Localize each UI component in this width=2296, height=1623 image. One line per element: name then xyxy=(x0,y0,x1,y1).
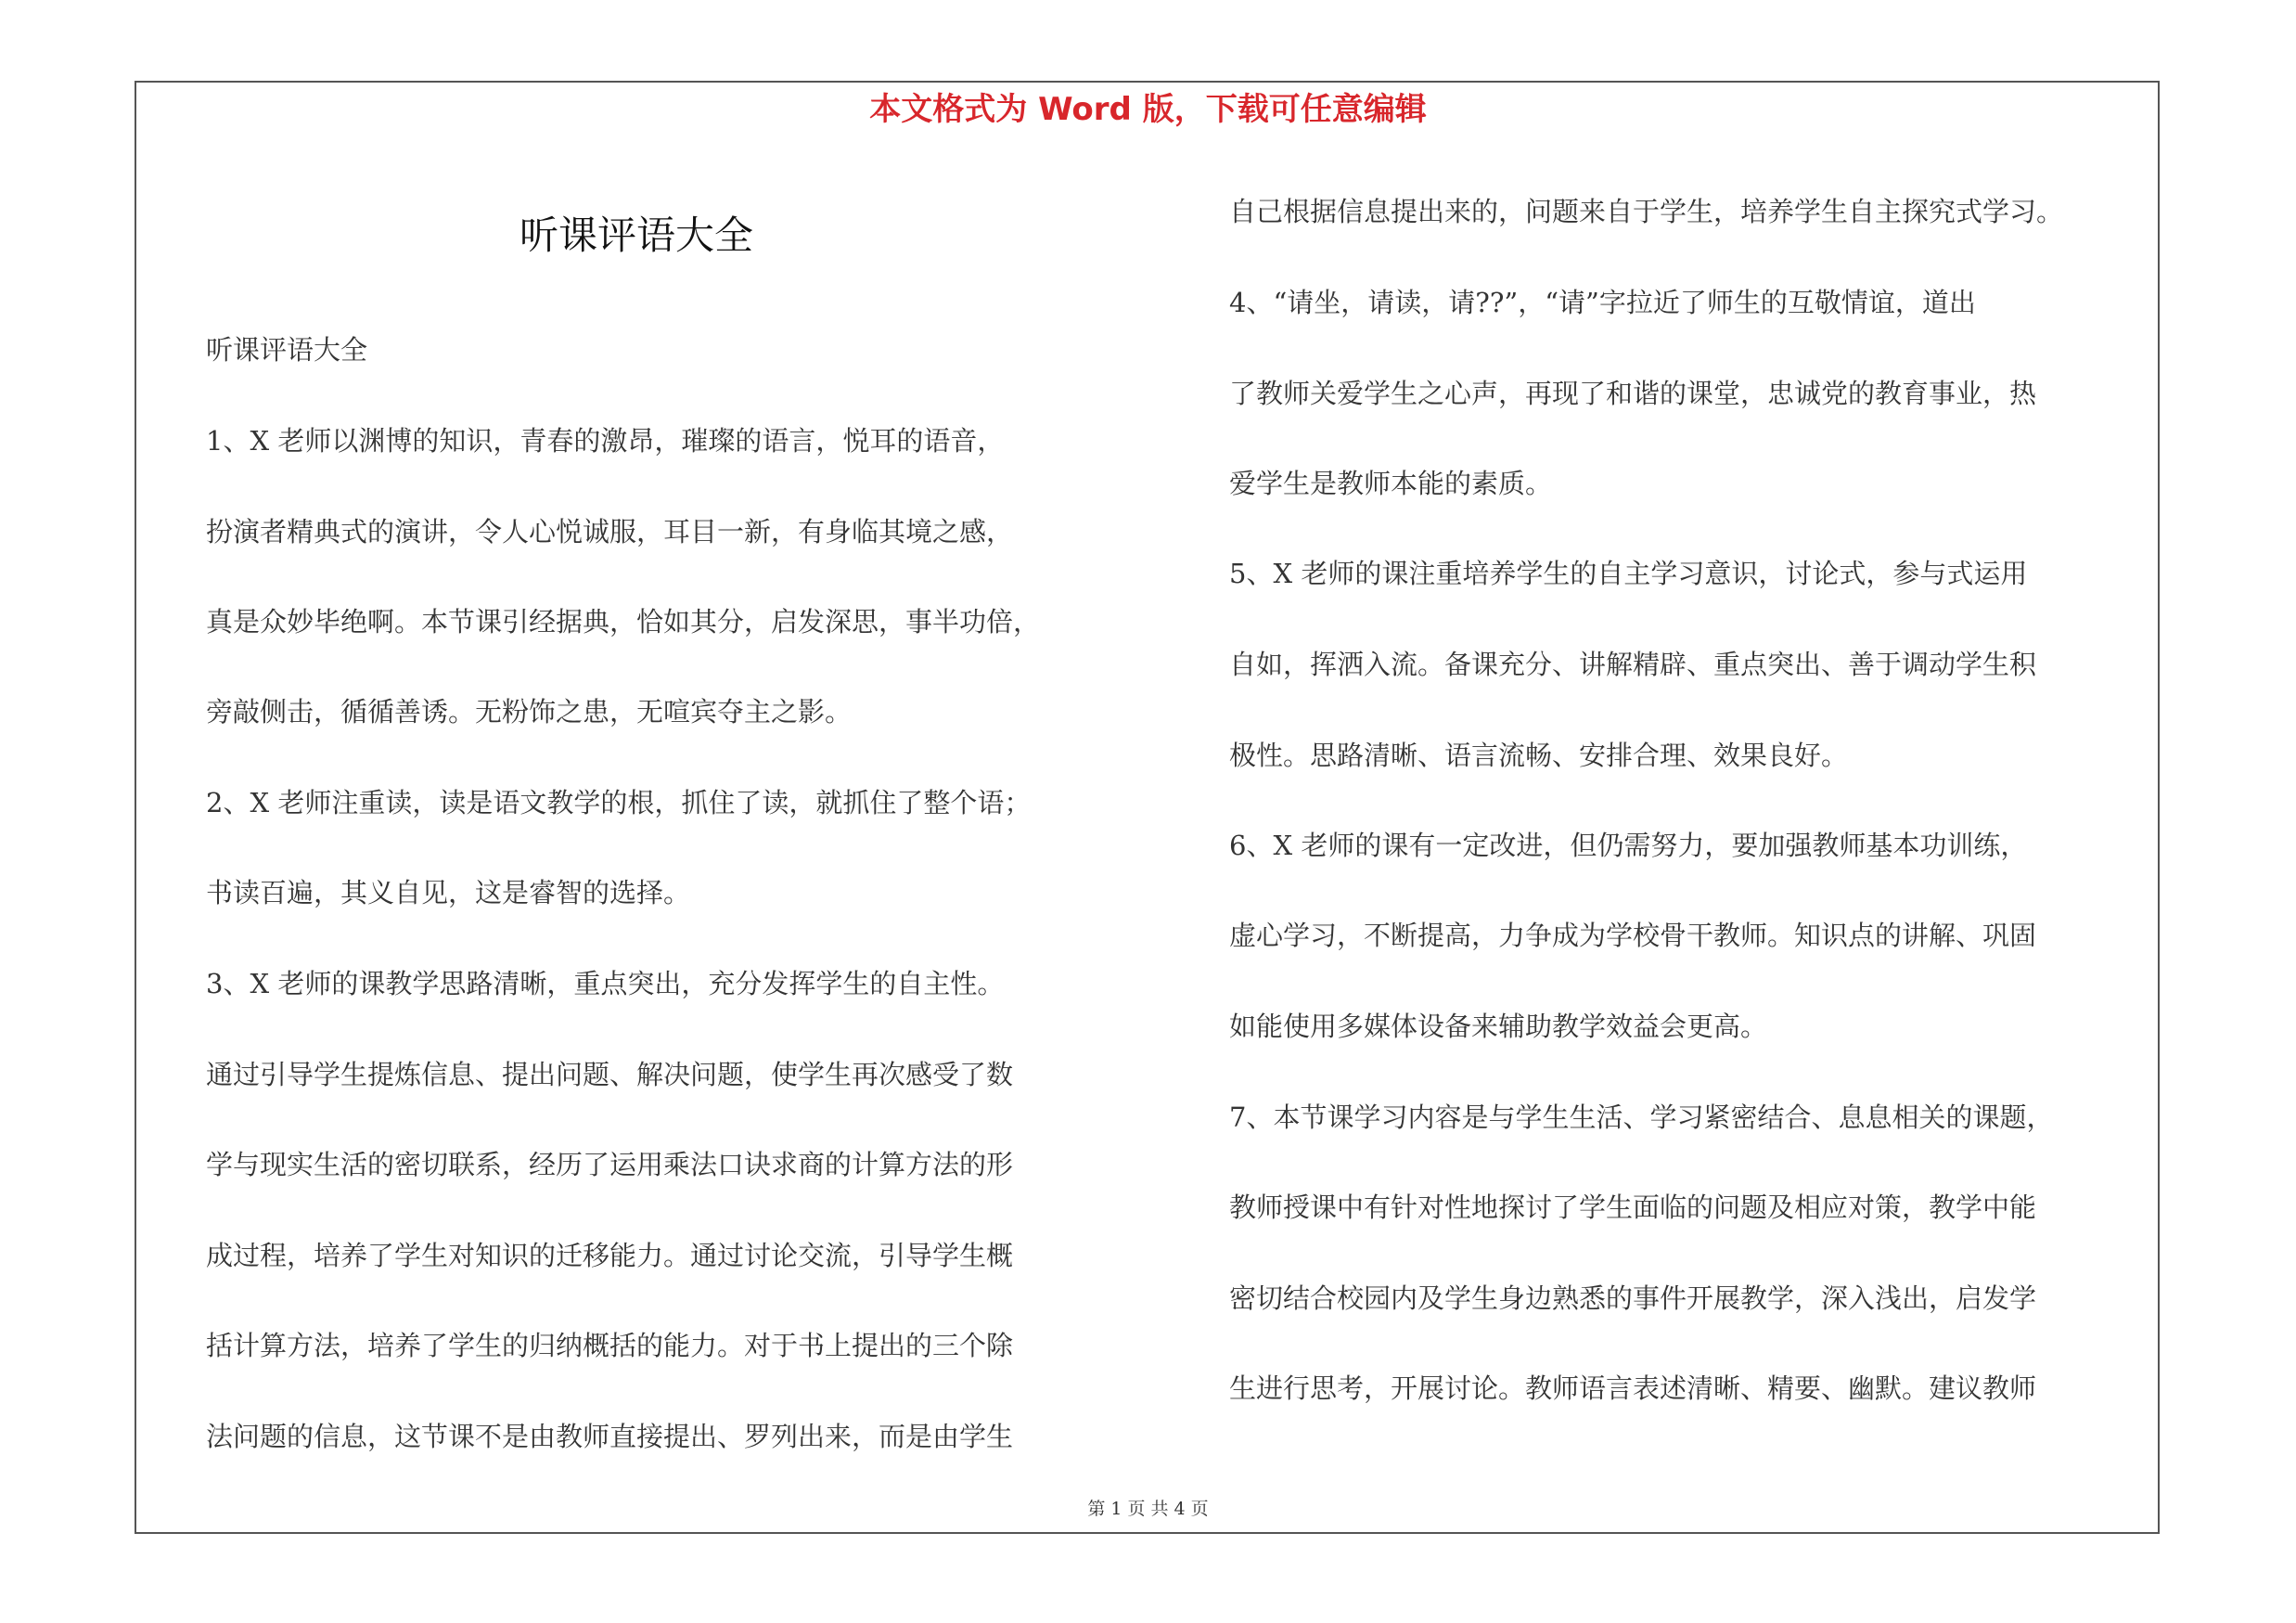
paragraph-line: 书读百遍，其义自见，这是睿智的选择。 xyxy=(206,877,691,908)
paragraph-line: 极性。思路清晰、语言流畅、安排合理、效果良好。 xyxy=(1229,740,1849,771)
document-title: 听课评语大全 xyxy=(519,213,753,258)
paragraph-line: 虚心学习，不断提高，力争成为学校骨干教师。知识点的讲解、巩固 xyxy=(1229,920,2037,951)
word-format-banner: 本文格式为 Word 版，下载可任意编辑 xyxy=(869,91,1427,128)
paragraph-line: 学与现实生活的密切联系，经历了运用乘法口诀求商的计算方法的形 xyxy=(206,1149,1014,1180)
paragraph-line: 3、X 老师的课教学思路清晰，重点突出，充分发挥学生的自主性。 xyxy=(206,968,1005,999)
paragraph-line: 1、X 老师以渊博的知识，青春的激昂，璀璨的语言，悦耳的语音， xyxy=(206,425,1005,457)
paragraph-line: 2、X 老师注重读，读是语文教学的根，抓住了读，就抓住了整个语； xyxy=(206,787,1032,818)
paragraph-line: 旁敲侧击，循循善诱。无粉饰之患，无喧宾夺主之影。 xyxy=(206,696,853,728)
paragraph-line: 法问题的信息，这节课不是由教师直接提出、罗列出来，而是由学生 xyxy=(206,1421,1014,1452)
paragraph-line: 如能使用多媒体设备来辅助教学效益会更高。 xyxy=(1229,1011,1768,1042)
paragraph-line: 6、X 老师的课有一定改进，但仍需努力，要加强教师基本功训练， xyxy=(1229,830,2028,861)
paragraph-line: 成过程，培养了学生对知识的迁移能力。通过讨论交流，引导学生概 xyxy=(206,1240,1014,1271)
paragraph-line: 通过引导学生提炼信息、提出问题、解决问题，使学生再次感受了数 xyxy=(206,1059,1014,1090)
paragraph-line: 密切结合校园内及学生身边熟悉的事件开展教学，深入浅出，启发学 xyxy=(1229,1282,2037,1314)
paragraph-line: 听课评语大全 xyxy=(206,334,368,366)
paragraph-line: 教师授课中有针对性地探讨了学生面临的问题及相应对策，教学中能 xyxy=(1229,1191,2037,1223)
paragraph-line: 4、“请坐，请读，请??”，“请”字拉近了师生的互敬情谊，道出 xyxy=(1229,287,1976,318)
right-column xyxy=(1229,0,2166,1623)
paragraph-line: 自己根据信息提出来的，问题来自于学生，培养学生自主探究式学习。 xyxy=(1229,196,2064,227)
paragraph-line: 自如，挥洒入流。备课充分、讲解精辟、重点突出、善于调动学生积 xyxy=(1229,649,2037,680)
paragraph-line: 了教师关爱学生之心声，再现了和谐的课堂，忠诚党的教育事业，热 xyxy=(1229,378,2037,409)
left-column xyxy=(206,0,1143,1623)
paragraph-line: 扮演者精典式的演讲，令人心悦诚服，耳目一新，有身临其境之感， xyxy=(206,516,1014,547)
paragraph-line: 爱学生是教师本能的素质。 xyxy=(1229,468,1553,499)
paragraph-line: 7、本节课学习内容是与学生生活、学习紧密结合、息息相关的课题， xyxy=(1229,1101,2054,1133)
paragraph-line: 真是众妙毕绝啊。本节课引经据典，恰如其分，启发深思，事半功倍， xyxy=(206,606,1041,638)
page-number-footer: 第 1 页 共 4 页 xyxy=(1087,1499,1209,1519)
paragraph-line: 括计算方法，培养了学生的归纳概括的能力。对于书上提出的三个除 xyxy=(206,1330,1014,1361)
paragraph-line: 生进行思考，开展讨论。教师语言表述清晰、精要、幽默。建议教师 xyxy=(1229,1372,2037,1404)
paragraph-line: 5、X 老师的课注重培养学生的自主学习意识，讨论式，参与式运用 xyxy=(1229,558,2028,589)
